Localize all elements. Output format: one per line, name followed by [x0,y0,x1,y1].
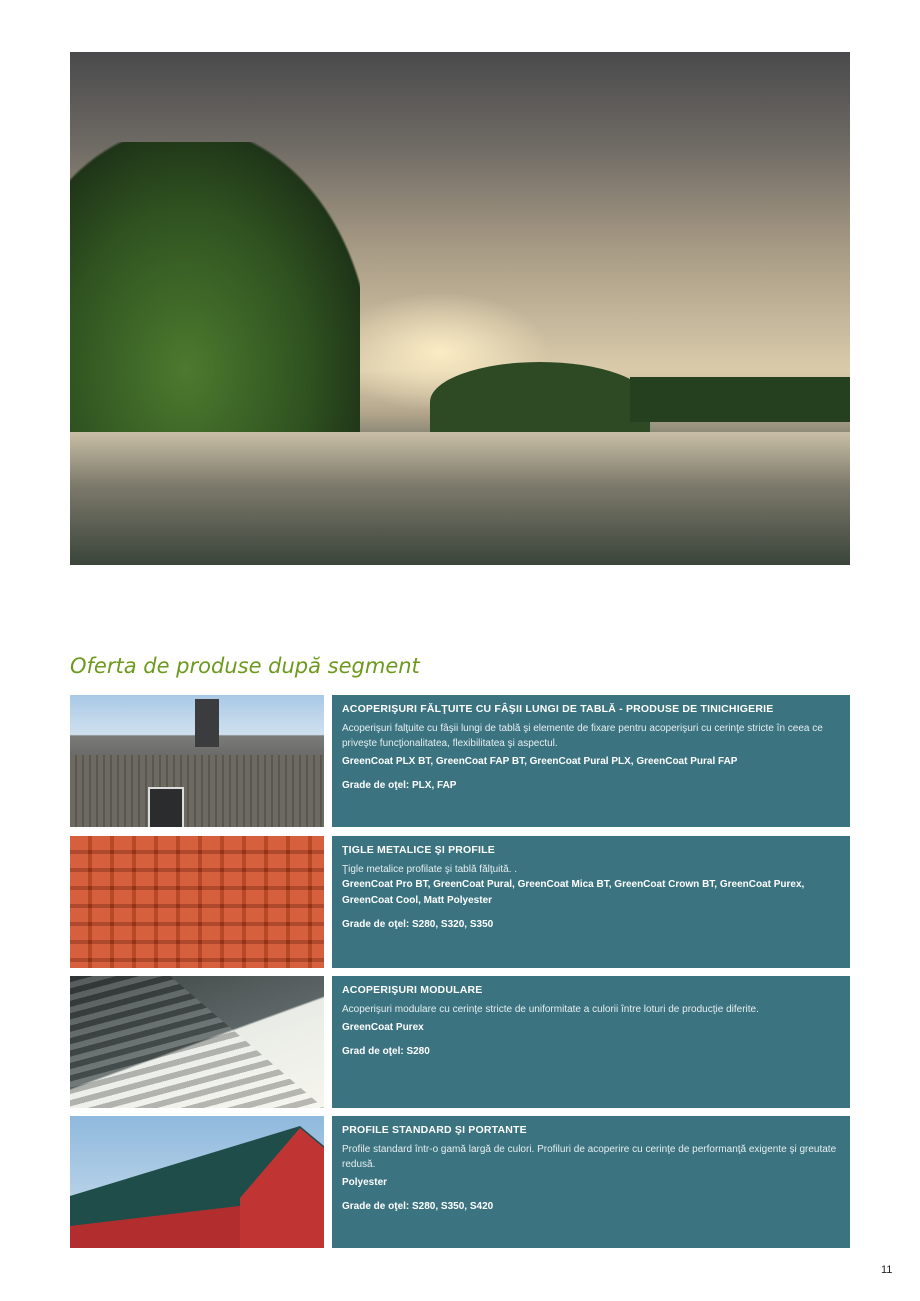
hero-landscape-photo [70,52,850,565]
far-shore [630,377,850,422]
page-number: 11 [881,1264,893,1276]
segment-title: ŢIGLE METALICE ŞI PROFILE [342,844,495,856]
segment-panel [332,695,850,827]
segment-description: Profile standard într-o gamă largă de culori. Profiluri de acoperire cu cerinţe de performanţă exigente şi greutate redusă. [342,1144,837,1170]
standing-seam-roof-photo [70,695,324,827]
segment-products: GreenCoat PLX BT, GreenCoat FAP BT, GreenCoat Pural PLX, GreenCoat Pural FAP [342,756,738,767]
segment-steel-grades: Grade de oţel: S280, S350, S420 [342,1201,494,1212]
segment-title: ACOPERIŞURI MODULARE [342,984,483,996]
segment-description: Acoperişuri modulare cu cerinţe stricte de uniformitate a culorii între loturi de producţie diferite. [342,1004,759,1015]
segment-row [70,695,850,827]
segment-steel-grades: Grade de oţel: S280, S320, S350 [342,919,494,930]
segment-panel [332,836,850,968]
modular-roof-photo [70,976,324,1108]
segment-steel-grades: Grad de oţel: S280 [342,1046,430,1057]
segment-products: GreenCoat Purex [342,1022,424,1033]
segment-row [70,1116,850,1248]
segment-steel-grades: Grade de oţel: PLX, FAP [342,780,457,791]
barn-roof-photo [70,1116,324,1248]
segment-title: PROFILE STANDARD ŞI PORTANTE [342,1124,527,1136]
section-heading: Oferta de produse după segment [70,654,420,678]
segment-row [70,836,850,968]
segment-description: Ţigle metalice profilate şi tablă fălţuită. . [342,864,518,875]
segment-products: Polyester [342,1177,388,1188]
metal-tile-roof-photo [70,836,324,968]
island [430,362,650,442]
segment-description: Acoperişuri falţuite cu fâşii lungi de tablă şi elemente de fixare pentru acoperişuri cu cerinţe stricte în ceea ce priveşte funcţionalitatea, flexibilitatea şi aspectul. [342,723,823,749]
segment-panel [332,976,850,1108]
segment-title: ACOPERIŞURI FĂLŢUITE CU FÂŞII LUNGI DE TABLĂ - PRODUSE DE TINICHIGERIE [342,703,774,715]
lake-water [70,432,850,565]
segment-row [70,976,850,1108]
segment-panel [332,1116,850,1248]
segment-products: GreenCoat Pro BT, GreenCoat Pural, GreenCoat Mica BT, GreenCoat Crown BT, GreenCoat Purex, GreenCoat Cool, Matt Polyester [342,879,805,906]
